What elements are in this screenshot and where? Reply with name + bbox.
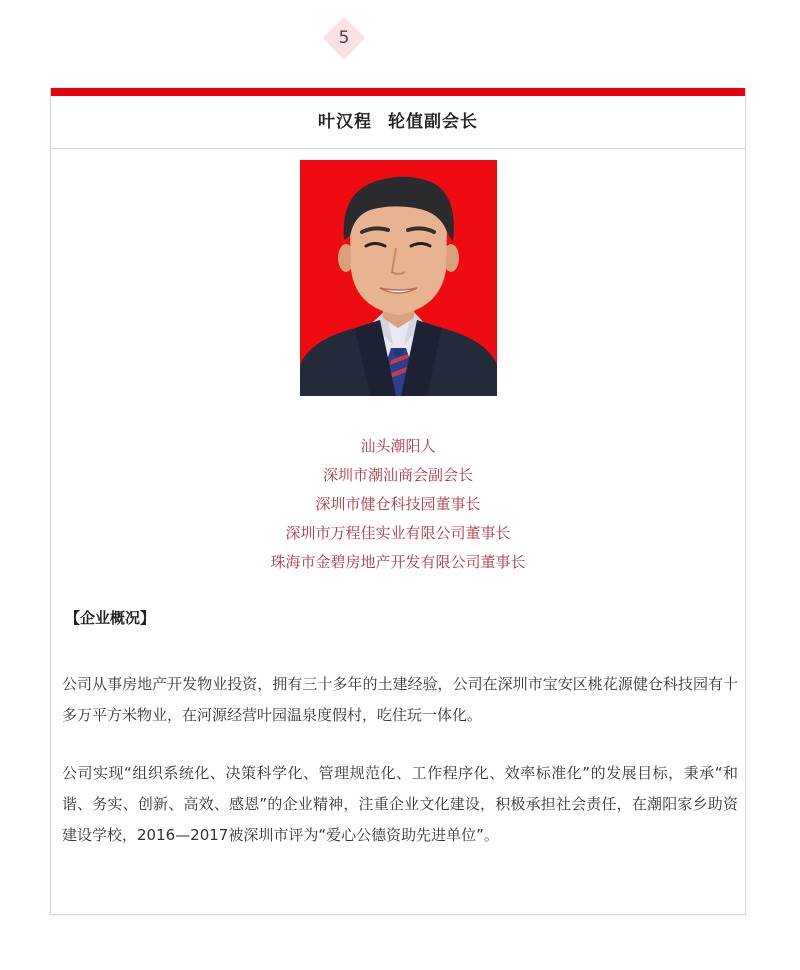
portrait-illustration	[300, 160, 497, 396]
accent-bar	[51, 88, 745, 96]
profile-title-item: 深圳市万程佳实业有限公司董事长	[285, 524, 511, 542]
profile-position: 轮值副会长	[388, 112, 478, 132]
profile-titles-list	[51, 432, 745, 577]
portrait-photo	[300, 160, 497, 396]
profile-title-item: 汕头潮阳人	[360, 437, 436, 455]
section-heading: 【企业概况】	[65, 609, 156, 627]
profile-title-item: 珠海市金碧房地产开发有限公司董事长	[270, 553, 526, 571]
badge-number: 5	[338, 28, 350, 48]
company-paragraph: 公司从事房地产开发物业投资，拥有三十多年的土建经验，公司在深圳市宝安区桃花源健仓科技园有十多万平方米物业，在河源经营叶园温泉度假村，吃住玩一体化。	[62, 675, 738, 724]
profile-name: 叶汉程	[318, 112, 372, 132]
page-number-badge	[322, 16, 366, 60]
profile-title-item: 深圳市健仓科技园董事长	[315, 495, 481, 513]
profile-title-item: 深圳市潮汕商会副会长	[322, 466, 473, 484]
profile-card	[50, 88, 746, 915]
company-paragraph: 公司实现“组织系统化、决策科学化、管理规范化、工作程序化、效率标准化”的发展目标，秉承“和谐、务实、创新、高效、感恩”的企业精神，注重企业文化建设，积极承担社会责任，在潮阳家乡助资建设学校，2016—2017被深圳市评为“爱心公德资助先进单位”。	[62, 764, 738, 844]
profile-title	[51, 96, 745, 149]
